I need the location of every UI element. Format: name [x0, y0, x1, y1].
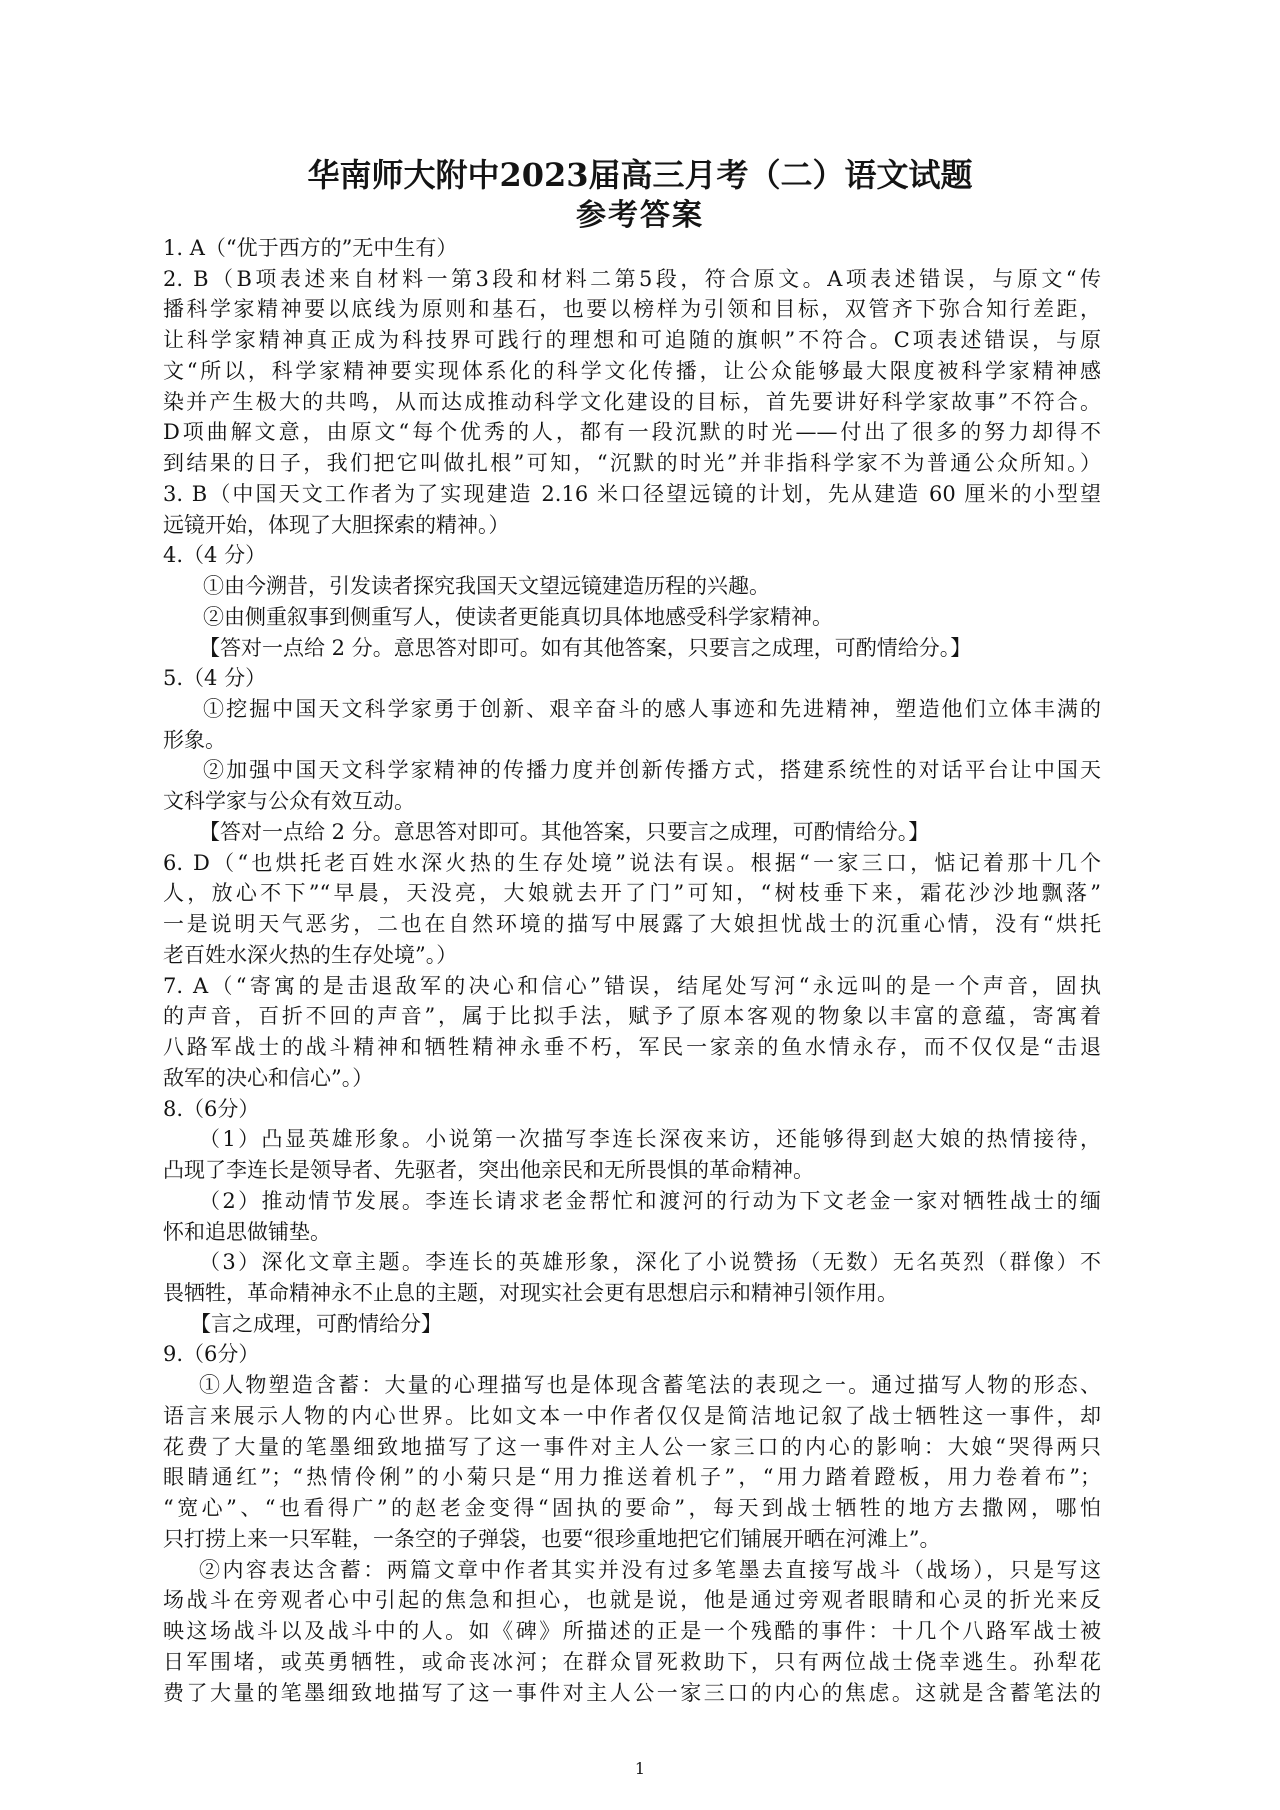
answer-line: 7. A（“寄寓的是击退敌军的决心和信心”错误，结尾处写河“永远叫的是一个声音，固执: [163, 973, 1101, 998]
answer-line: 只打捞上来一只军鞋，一条空的子弹袋，也要“很珍重地把它们铺展开晒在河滩上”。: [163, 1526, 941, 1551]
answer-line: 3. B（中国天文工作者为了实现建造 2.16 米口径望远镜的计划，先从建造 60 厘米的小型望: [163, 481, 1101, 506]
answer-line: 费了大量的笔墨细致地描写了这一事件对主人公一家三口的内心的焦虑。这就是含蓄笔法的: [163, 1680, 1101, 1705]
answer-line: 敌军的决心和信心”。）: [163, 1065, 374, 1090]
answer-line: 5.（4 分）: [163, 666, 267, 691]
answer-line: （2）推动情节发展。李连长请求老金帮忙和渡河的行动为下文老金一家对牺牲战士的缅: [199, 1188, 1101, 1213]
answer-line: 文“所以，科学家精神要实现体系化的科学文化传播，让公众能够最大限度被科学家精神感: [163, 358, 1101, 383]
answer-line: （3）深化文章主题。李连长的英雄形象，深化了小说赞扬（无数）无名英烈（群像）不: [199, 1250, 1101, 1275]
answer-line: ②内容表达含蓄：两篇文章中作者其实并没有过多笔墨去直接写战斗（战场），只是写这: [199, 1557, 1101, 1582]
answer-line: 畏牺牲，革命精神永不止息的主题，对现实社会更有思想启示和精神引领作用。: [163, 1280, 898, 1305]
answer-line: 9.（6分）: [163, 1342, 260, 1367]
answer-line: ①挖掘中国天文科学家勇于创新、艰辛奋斗的感人事迹和先进精神，塑造他们立体丰满的: [203, 697, 1101, 722]
answer-line: 文科学家与公众有效互动。: [163, 789, 415, 814]
answer-line: 2. B（B项表述来自材料一第3段和材料二第5段，符合原文。A项表述错误，与原文“传: [163, 266, 1101, 291]
answer-line: 让科学家精神真正成为科技界可践行的理想和可追随的旗帜”不符合。C项表述错误，与原: [163, 328, 1101, 353]
answer-line: 凸现了李连长是领导者、先驱者，突出他亲民和无所畏惧的革命精神。: [163, 1158, 814, 1183]
scoring-note: 【答对一点给 2 分。意思答对即可。其他答案，只要言之成理，可酌情给分。】: [199, 819, 930, 844]
answer-line: 8.（6分）: [163, 1096, 260, 1121]
answer-line: ②加强中国天文科学家精神的传播力度并创新传播方式，搭建系统性的对话平台让中国天: [203, 758, 1101, 783]
answer-line: 眼睛通红”；“热情伶俐”的小菊只是“用力推送着机子”，“用力踏着蹬板，用力卷着布”；: [163, 1465, 1101, 1490]
answer-line: 日军围堵，或英勇牺牲，或命丧冰河；在群众冒死救助下，只有两位战士侥幸逃生。孙犁花: [163, 1649, 1101, 1674]
answer-line: 老百姓水深火热的生存处境”。）: [163, 942, 458, 967]
answer-body: [163, 233, 1101, 1708]
answer-line: ①由今溯昔，引发读者探究我国天文望远镜建造历程的兴趣。: [203, 574, 770, 599]
answer-line: 远镜开始，体现了大胆探索的精神。）: [163, 512, 510, 537]
answer-line: 语言来展示人物的内心世界。比如文本一中作者仅仅是简洁地记叙了战士牺牲这一事件，却: [163, 1403, 1101, 1428]
answer-line: 6. D（“也烘托老百姓水深火热的生存处境”说法有误。根据“一家三口，惦记着那十几个: [163, 850, 1101, 875]
answer-line: ①人物塑造含蓄：大量的心理描写也是体现含蓄笔法的表现之一。通过描写人物的形态、: [199, 1373, 1101, 1398]
answer-line: “宽心”、“也看得广”的赵老金变得“固执的要命”，每天到战士牺牲的地方去撒网，哪怕: [163, 1496, 1101, 1521]
answer-line: 花费了大量的笔墨细致地描写了这一事件对主人公一家三口的内心的影响：大娘“哭得两只: [163, 1434, 1101, 1459]
page-subtitle: 参考答案: [576, 198, 704, 233]
scoring-note: 【答对一点给 2 分。意思答对即可。如有其他答案，只要言之成理，可酌情给分。】: [199, 635, 972, 660]
answer-line: 怀和追思做铺垫。: [163, 1219, 331, 1244]
answer-line: 到结果的日子，我们把它叫做扎根”可知，“沉默的时光”并非指科学家不为普通公众所知。）: [163, 451, 1101, 476]
answer-line: 八路军战士的战斗精神和牺牲精神永垂不朽，军民一家亲的鱼水情永存，而不仅仅是“击退: [163, 1035, 1101, 1060]
page-title: 华南师大附中2023届高三月考（二）语文试题: [307, 156, 973, 194]
answer-line: 的声音，百折不回的声音”，属于比拟手法，赋予了原本客观的物象以丰富的意蕴，寄寓着: [163, 1004, 1101, 1029]
answer-line: ②由侧重叙事到侧重写人，使读者更能真切具体地感受科学家精神。: [203, 604, 833, 629]
answer-line: 播科学家精神要以底线为原则和基石，也要以榜样为引领和目标，双管齐下弥合知行差距，: [163, 297, 1101, 322]
answer-line: 映这场战斗以及战斗中的人。如《碑》所描述的正是一个残酷的事件：十几个八路军战士被: [163, 1619, 1101, 1644]
page-number: 1: [634, 1759, 646, 1778]
answer-line: 场战斗在旁观者心中引起的焦急和担心，也就是说，他是通过旁观者眼睛和心灵的折光来反: [163, 1588, 1101, 1613]
answer-line: 一是说明天气恶劣，二也在自然环境的描写中展露了大娘担忧战士的沉重心情，没有“烘托: [163, 912, 1101, 937]
answer-line: 人，放心不下”“早晨，天没亮，大娘就去开了门”可知，“树枝垂下来，霜花沙沙地飘落”: [163, 881, 1101, 906]
answer-line: 形象。: [163, 727, 226, 752]
answer-line: 4.（4 分）: [163, 543, 267, 568]
answer-line: 染并产生极大的共鸣，从而达成推动科学文化建设的目标，首先要讲好科学家故事”不符合。: [163, 389, 1101, 414]
answer-line: （1）凸显英雄形象。小说第一次描写李连长深夜来访，还能够得到赵大娘的热情接待，: [199, 1127, 1101, 1152]
answer-line: D项曲解文意，由原文“每个优秀的人，都有一段沉默的时光——付出了很多的努力却得不: [163, 420, 1101, 445]
answer-line: 1. A（“优于西方的”无中生有）: [163, 236, 458, 260]
scoring-note: 【言之成理，可酌情给分】: [190, 1311, 442, 1336]
